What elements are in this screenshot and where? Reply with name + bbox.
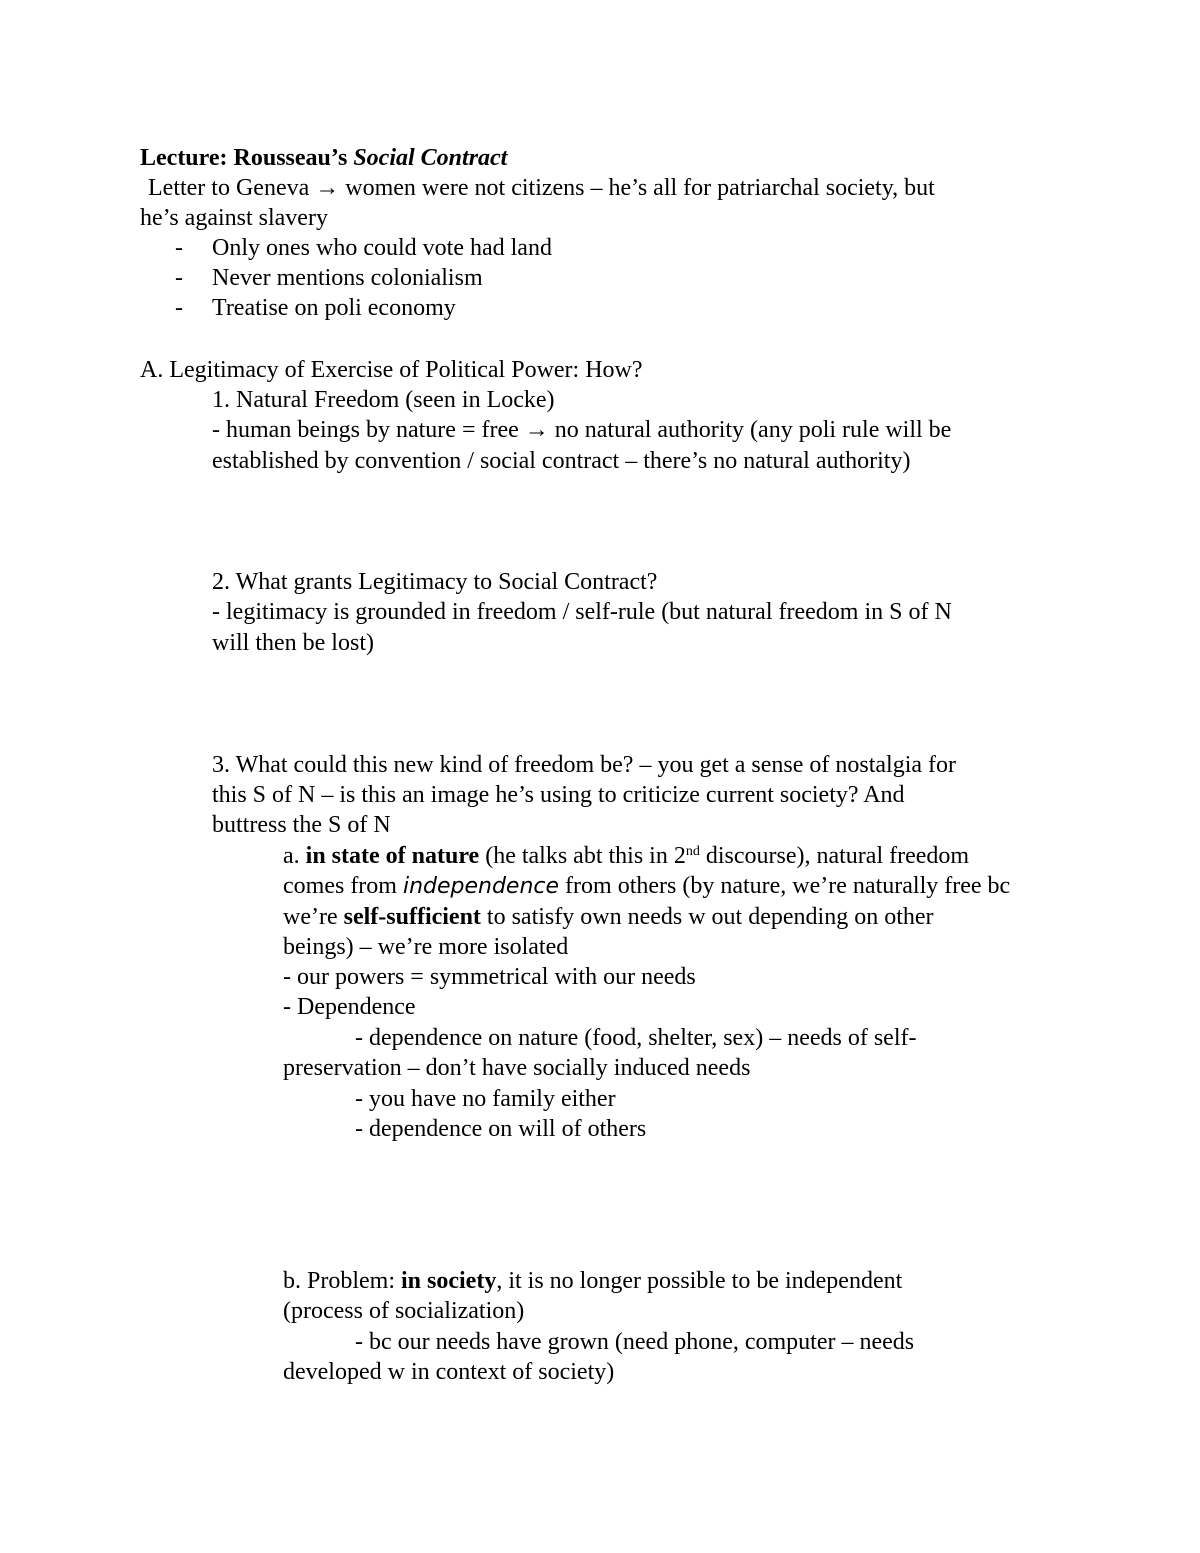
item1-line-2: established by convention / social contract – there’s no natural authority) <box>212 448 911 474</box>
sub-a-line-3 <box>283 902 934 932</box>
sub-a-line-4: beings) – we’re more isolated <box>283 934 569 960</box>
list-item: Treatise on poli economy <box>212 295 456 321</box>
sub-a-line-2 <box>283 871 1010 902</box>
intro-line-1 <box>148 173 935 203</box>
sub-a-line-10: - dependence on will of others <box>355 1116 647 1142</box>
sub-b-line-3: - bc our needs have grown (need phone, computer – needs <box>355 1329 915 1355</box>
item1-text-a: - human beings by nature = free <box>212 417 525 443</box>
section-a-heading: A. Legitimacy of Exercise of Political Power: How? <box>140 357 643 383</box>
item2-heading: 2. What grants Legitimacy to Social Contract? <box>212 569 658 595</box>
sub-a-rest: discourse), natural freedom <box>699 843 970 869</box>
sub-a-mid: (he talks abt this in 2 <box>479 843 686 869</box>
sub-b-rest: , it is no longer possible to be independent <box>496 1268 903 1294</box>
self-sufficient-bold: self-sufficient <box>343 904 481 930</box>
sub-b-line-1 <box>283 1266 902 1296</box>
sub-a-prefix: a. <box>283 843 306 869</box>
list-item: Only ones who could vote had land <box>212 235 552 261</box>
item3-line-2: this S of N – is this an image he’s using to criticize current society? And <box>212 782 905 808</box>
title-prefix: Lecture: Rousseau’s <box>140 145 354 171</box>
sub-a-l2-b: from others (by nature, we’re naturally free bc <box>559 873 1011 899</box>
intro-text-b: women were not citizens – he’s all for patriarchal society, but <box>339 175 935 201</box>
ordinal-superscript: nd <box>685 844 700 859</box>
item2-line-1: - legitimacy is grounded in freedom / self-rule (but natural freedom in S of N <box>212 599 952 625</box>
sub-a-line-5: - our powers = symmetrical with our needs <box>283 964 696 990</box>
arrow-right-icon: → <box>524 417 549 443</box>
item3-line-3: buttress the S of N <box>212 812 391 838</box>
sub-b-prefix: b. Problem: <box>283 1268 401 1294</box>
item1-heading: 1. Natural Freedom (seen in Locke) <box>212 387 555 413</box>
bullet-marker: - <box>175 235 183 261</box>
item1-text-b: no natural authority (any poli rule will be <box>548 417 952 443</box>
sub-a-line-8: preservation – don’t have socially induced needs <box>283 1055 751 1081</box>
page-title <box>140 143 507 173</box>
sub-b-line-2: (process of socialization) <box>283 1298 525 1324</box>
title-italic: Social Contract <box>353 145 508 171</box>
item3-line-1: 3. What could this new kind of freedom be? – you get a sense of nostalgia for <box>212 752 957 778</box>
sub-a-line-1 <box>283 841 969 871</box>
intro-text-a: Letter to Geneva <box>148 175 316 201</box>
item1-line-1 <box>212 415 951 445</box>
sub-a-bold: in state of nature <box>305 843 480 869</box>
arrow-right-icon: → <box>315 175 340 201</box>
sub-a-l3-a: we’re <box>283 904 344 930</box>
bullet-marker: - <box>175 265 183 291</box>
sub-a-l3-b: to satisfy own needs w out depending on other <box>480 904 934 930</box>
in-society-bold: in society <box>401 1268 497 1294</box>
item2-line-2: will then be lost) <box>212 630 374 656</box>
bullet-marker: - <box>175 295 183 321</box>
sub-a-line-6: - Dependence <box>283 994 416 1020</box>
list-item: Never mentions colonialism <box>212 265 483 291</box>
sub-a-line-7: - dependence on nature (food, shelter, sex) – needs of self- <box>355 1025 917 1051</box>
intro-line-2: he’s against slavery <box>140 205 328 231</box>
sub-b-line-4: developed w in context of society) <box>283 1359 615 1385</box>
sub-a-line-9: - you have no family either <box>355 1086 616 1112</box>
sub-a-l2-a: comes from <box>283 873 403 899</box>
independence-emphasis: independence <box>402 874 560 899</box>
